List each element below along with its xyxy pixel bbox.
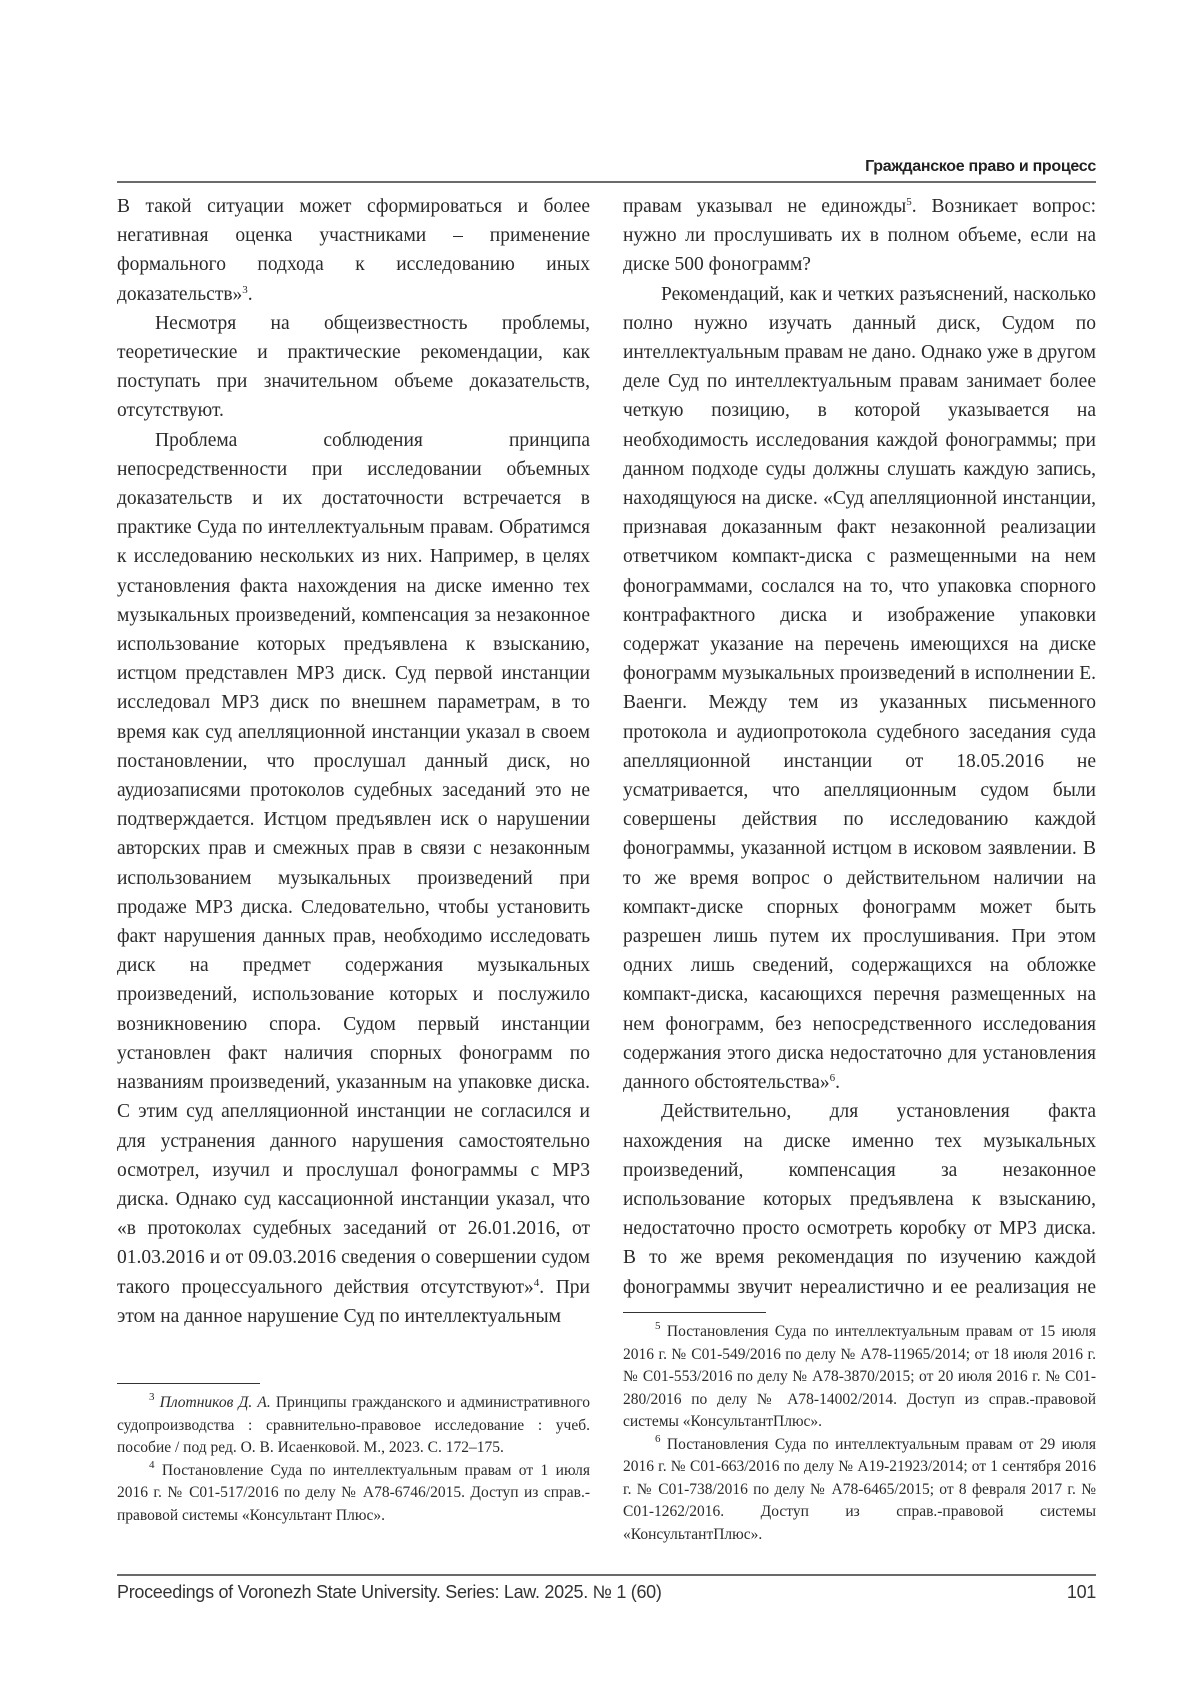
paragraph: Несмотря на общеизвестность проблемы, теоретические и практические рекомендации, как поступать при значительном объеме доказательств, отсутствуют.: [117, 312, 590, 422]
footnote-ref[interactable]: 4: [533, 1276, 540, 1289]
right-column: [623, 192, 1096, 1302]
left-column: [117, 192, 590, 1372]
footnote-ref[interactable]: 3: [242, 283, 248, 296]
paragraph: Действительно, для установления факта нахождения на диске именно тех музыкальных произведений, компенсация за незаконное использование которых предъявлена к взысканию, недостаточно просто осмотреть коробку от MP3 диска. В то же время рекомендация по изучению каждой фонограммы звучит нереалистично и ее реализация не: [623, 1101, 1096, 1298]
footnotes-right: [623, 1312, 1096, 1546]
footnote-ref[interactable]: 5: [906, 196, 912, 208]
footnote-ref[interactable]: 6: [829, 1072, 836, 1085]
page-number: 101: [1066, 1582, 1096, 1602]
header-rule: [117, 181, 1096, 183]
footnote: $^4$ Постановление Суда по интеллектуальным правам от 1 июля 2016 г. № С01-517/2016 по делу № А78-6746/2015. Доступ из справ.-правовой системы «Консультант Плюс».: [117, 1458, 591, 1524]
footnote: $^5$ Постановления Суда по интеллектуальным правам от 15 июля 2016 г. № С01-549/2016 по делу № А78-11965/2014; от 18 июля 2016 г. № С01-553/2016 по делу № А78-3870/2015; от 20 июля 2016 г. № С01-280/2016 по делу № А78-14002/2014. Доступ из справ.-правовой системы «КонсультантПлюс».: [623, 1320, 1097, 1430]
footnote-author: Плотников Д. А.: [159, 1394, 271, 1411]
right-column-body: [623, 192, 1096, 1302]
left-column-body: [117, 192, 590, 1372]
footnote-separator: [117, 1383, 260, 1384]
footnote: $^3$ Плотников Д. А. Принципы гражданского и административного судопроизводства : сравнительно-правовое исследование : учеб. пособие / под ред. О. В. Исаенковой. М., 2023. С. 172–175.: [117, 1391, 590, 1456]
paragraph: Проблема соблюдения принципа непосредственности при исследовании объемных доказательств и их достаточности встречается в практике Суда по интеллектуальным правам. Обратимся к исследованию нескольких из них. Например, в целях установления факта нахождения на диске именно тех музыкальных произведений, компенсация за незаконное использование которых предъявлена к взысканию, истцом представлен MP3 диск. Суд первой инстанции исследовал MP3 диск по внешнем параметрам, в то время как суд апелляционной инстанции указал в своем постановлении, что прослушал данный диск, но аудиозаписями протоколов судебных заседаний это не подтверждается. Истцом предъявлен иск о нарушении авторских прав и смежных прав в связи с незаконным использованием музыкальных произведений при продаже MP3 диска. Следовательно, чтобы установить факт нарушения данных прав, необходимо исследовать диск на предмет содержания музыкальных произведений, использование которых и послужило возникновению спора. Судом первый инстанции установлен факт наличия спорных фонограмм по названиям произведений, указанным на упаковке диска. С этим суд апелляционной инстанции не согласился и для устранения данного нарушения самостоятельно осмотрел, изучил и прослушал фонограммы с MP3 диска. Однако суд кассационной инстанции указал, что «в протоколах судебных заседаний от 26.01.2016, от 01.03.2016 и от 09.03.2016 сведения о совершении судом такого процессуального действия отсутствуют»$^4$. При этом на данное нарушение Суд по интеллектуальным: [117, 429, 590, 1327]
running-head-section-title: Гражданское право и процесс: [865, 158, 1096, 175]
footnote-separator: [623, 1312, 766, 1313]
journal-citation: Proceedings of Voronezh State University. Series: Law. 2025. № 1 (60): [117, 1582, 662, 1602]
footnote: $^6$ Постановления Суда по интеллектуальным правам от 29 июля 2016 г. № С01-663/2016 по делу № А19-21923/2014; от 1 сентября 2016 г. № С01-738/2016 по делу № А78-6465/2015; от 8 февраля 2017 г. № С01-1262/2016. Доступ из справ.-правовой системы «КонсультантПлюс».: [623, 1432, 1097, 1543]
paragraph: Рекомендаций, как и четких разъяснений, насколько полно нужно изучать данный диск, Судом по интеллектуальным правам не дано. Однако уже в другом деле Суд по интеллектуальным правам занимает более четкую позицию, в которой указывается на необходимость исследования каждой фонограммы; при данном подходе суды должны слушать каждую запись, находящуюся на диске. «Суд апелляционной инстанции, признавая доказанным факт незаконной реализации ответчиком компакт-диска с размещенными на нем фонограммами, сослался на то, что упаковка спорного контрафактного диска и изображение упаковки содержат указание на перечень имеющихся на диске фонограмм музыкальных произведений в исполнении Е. Ваенги. Между тем из указанных письменного протокола и аудиопротокола судебного заседания суда апелляционной инстанции от 18.05.2016 не усматривается, что апелляционным судом были совершены действия по исследованию каждой фонограммы, указанной истцом в исковом заявлении. В то же время вопрос о действительном наличии на компакт-диске спорных фонограмм может быть разрешен лишь путем их прослушивания. При этом одних лишь сведений, содержащихся на обложке компакт-диска, касающихся перечня размещенных на нем фонограмм, без непосредственного исследования содержания этого диска недостаточно для установления данного обстоятельства»$^6$.: [623, 283, 1096, 1094]
paragraph: В такой ситуации может сформироваться и более негативная оценка участниками – применение формального подхода к исследованию иных доказательств»$^3$.: [117, 196, 590, 305]
paragraph: правам указывал не единожды$^5$. Возникает вопрос: нужно ли прослушивать их в полном объеме, если на диске 500 фонограмм?: [623, 196, 1096, 276]
page-footer: [117, 1582, 1096, 1603]
footer-rule: [117, 1574, 1096, 1576]
footnotes-left: [117, 1383, 590, 1527]
